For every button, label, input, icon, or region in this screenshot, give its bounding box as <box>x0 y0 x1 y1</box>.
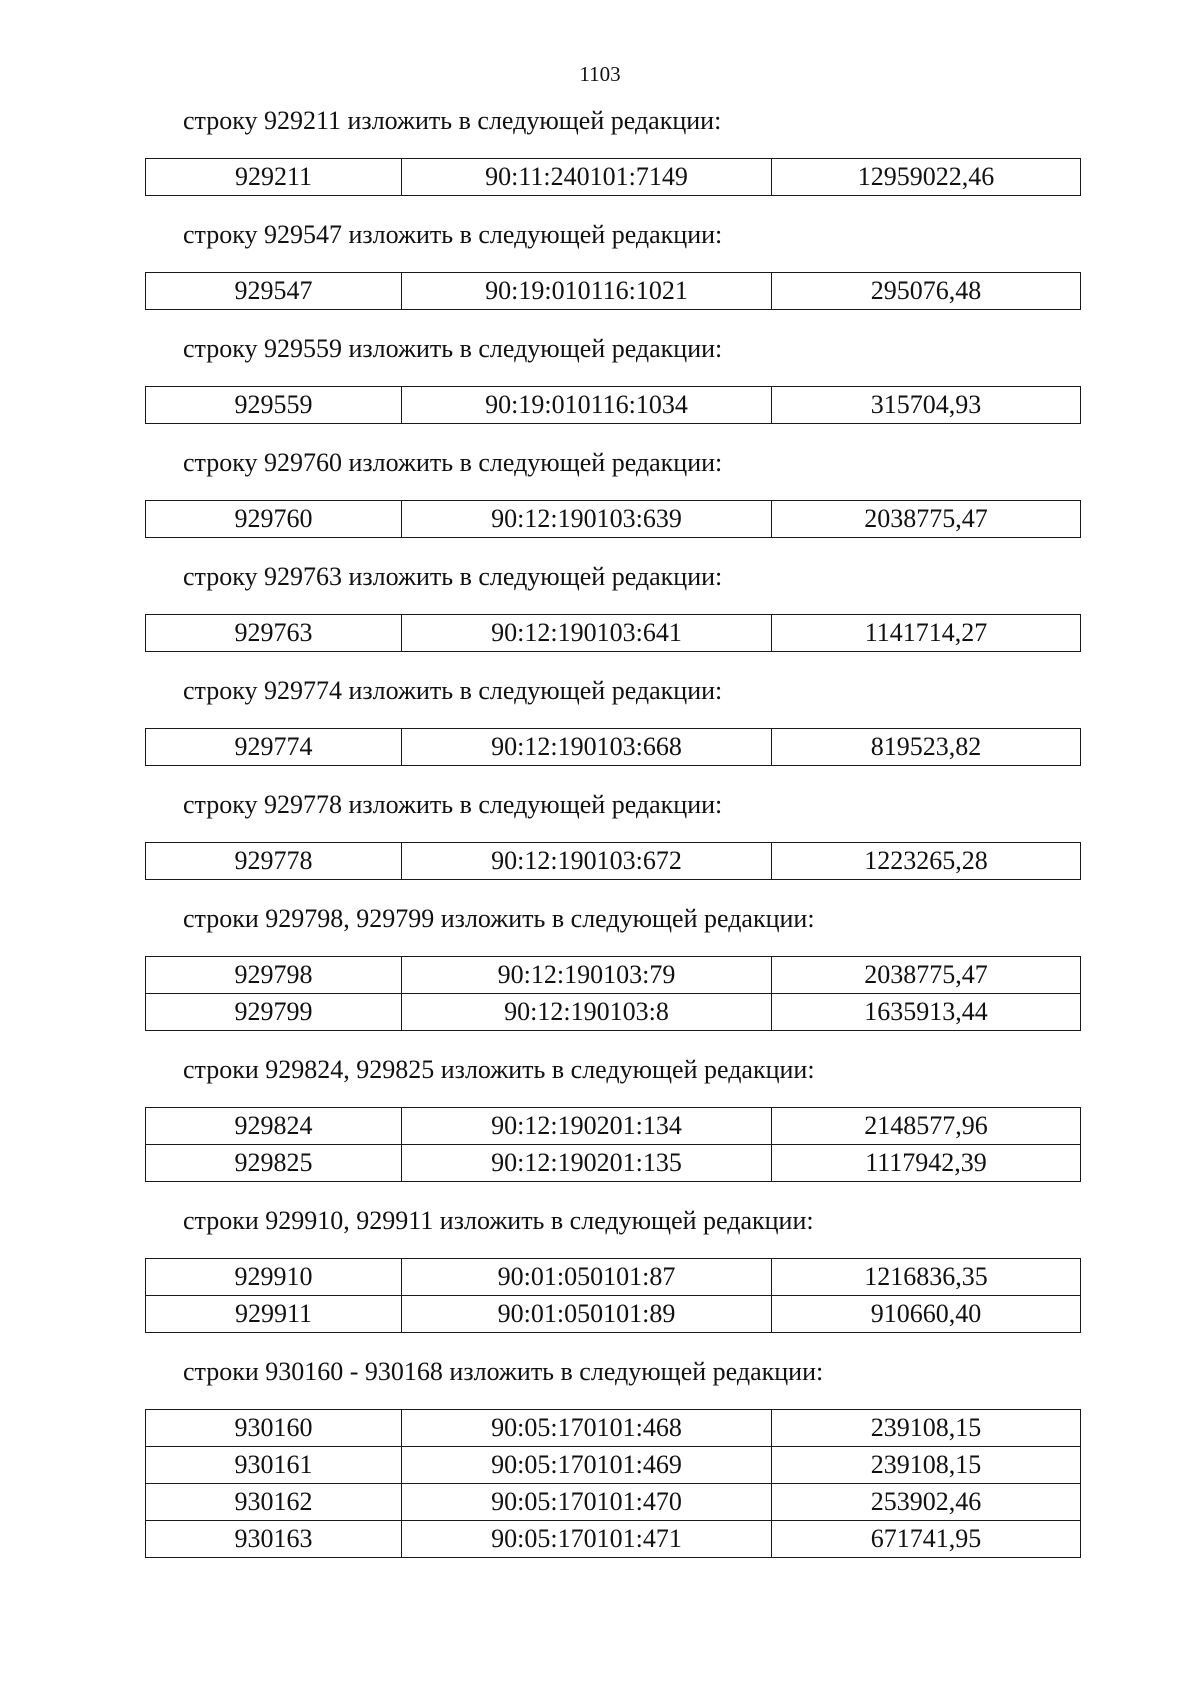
amendment-table <box>145 956 1081 1031</box>
table-row <box>146 273 1081 310</box>
row-number-cell: 929763 <box>146 615 402 652</box>
cadastral-number-cell: 90:19:010116:1021 <box>402 273 772 310</box>
amendment-table <box>145 500 1081 538</box>
value-cell: 239108,15 <box>772 1447 1081 1484</box>
section-caption: строку 929763 изложить в следующей редакции: <box>183 562 723 591</box>
table-row <box>146 1484 1081 1521</box>
value-cell: 295076,48 <box>772 273 1081 310</box>
value-cell: 910660,40 <box>772 1296 1081 1333</box>
table-row <box>146 1108 1081 1145</box>
value-cell: 1223265,28 <box>772 843 1081 880</box>
cadastral-number-cell: 90:05:170101:468 <box>402 1410 772 1447</box>
row-number-cell: 929559 <box>146 387 402 424</box>
cadastral-number-cell: 90:12:190103:641 <box>402 615 772 652</box>
table-row <box>146 729 1081 766</box>
cadastral-number-cell: 90:12:190103:8 <box>402 994 772 1031</box>
row-number-cell: 930162 <box>146 1484 402 1521</box>
section-caption: строки 929910, 929911 изложить в следующей редакции: <box>183 1206 814 1235</box>
table-row <box>146 501 1081 538</box>
value-cell: 253902,46 <box>772 1484 1081 1521</box>
value-cell: 671741,95 <box>772 1521 1081 1558</box>
amendment-table <box>145 842 1081 880</box>
table-row <box>146 159 1081 196</box>
table-row <box>146 994 1081 1031</box>
amendment-table <box>145 272 1081 310</box>
value-cell: 2038775,47 <box>772 957 1081 994</box>
cadastral-number-cell: 90:19:010116:1034 <box>402 387 772 424</box>
section-caption: строки 929824, 929825 изложить в следующей редакции: <box>183 1055 815 1084</box>
cadastral-number-cell: 90:05:170101:471 <box>402 1521 772 1558</box>
value-cell: 1141714,27 <box>772 615 1081 652</box>
value-cell: 239108,15 <box>772 1410 1081 1447</box>
value-cell: 819523,82 <box>772 729 1081 766</box>
amendment-table <box>145 1107 1081 1182</box>
table-row <box>146 615 1081 652</box>
table-row <box>146 843 1081 880</box>
table-row <box>146 1410 1081 1447</box>
row-number-cell: 930160 <box>146 1410 402 1447</box>
value-cell: 12959022,46 <box>772 159 1081 196</box>
section-caption: строку 929559 изложить в следующей редакции: <box>183 334 723 363</box>
value-cell: 1635913,44 <box>772 994 1081 1031</box>
row-number-cell: 929211 <box>146 159 402 196</box>
table-row <box>146 1259 1081 1296</box>
table-row <box>146 1145 1081 1182</box>
row-number-cell: 929911 <box>146 1296 402 1333</box>
amendment-sections <box>145 104 1080 1580</box>
cadastral-number-cell: 90:01:050101:89 <box>402 1296 772 1333</box>
cadastral-number-cell: 90:05:170101:469 <box>402 1447 772 1484</box>
cadastral-number-cell: 90:11:240101:7149 <box>402 159 772 196</box>
table-row <box>146 387 1081 424</box>
section-caption: строку 929774 изложить в следующей редакции: <box>183 676 723 705</box>
section-caption: строки 929798, 929799 изложить в следующей редакции: <box>183 904 815 933</box>
table-row <box>146 1296 1081 1333</box>
section-caption: строку 929778 изложить в следующей редакции: <box>183 790 723 819</box>
row-number-cell: 930163 <box>146 1521 402 1558</box>
amendment-table <box>145 1409 1081 1558</box>
amendment-table <box>145 614 1081 652</box>
value-cell: 1216836,35 <box>772 1259 1081 1296</box>
amendment-table <box>145 158 1081 196</box>
cadastral-number-cell: 90:12:190201:134 <box>402 1108 772 1145</box>
amendment-table <box>145 728 1081 766</box>
cadastral-number-cell: 90:01:050101:87 <box>402 1259 772 1296</box>
cadastral-number-cell: 90:12:190201:135 <box>402 1145 772 1182</box>
value-cell: 2038775,47 <box>772 501 1081 538</box>
table-row <box>146 1447 1081 1484</box>
section-caption: строку 929211 изложить в следующей редакции: <box>183 106 722 135</box>
table-row <box>146 957 1081 994</box>
row-number-cell: 929824 <box>146 1108 402 1145</box>
amendment-table <box>145 1258 1081 1333</box>
table-row <box>146 1521 1081 1558</box>
page-number: 1103 <box>579 62 621 86</box>
row-number-cell: 929778 <box>146 843 402 880</box>
cadastral-number-cell: 90:12:190103:672 <box>402 843 772 880</box>
row-number-cell: 929774 <box>146 729 402 766</box>
cadastral-number-cell: 90:12:190103:639 <box>402 501 772 538</box>
cadastral-number-cell: 90:12:190103:79 <box>402 957 772 994</box>
row-number-cell: 929799 <box>146 994 402 1031</box>
cadastral-number-cell: 90:05:170101:470 <box>402 1484 772 1521</box>
value-cell: 2148577,96 <box>772 1108 1081 1145</box>
row-number-cell: 929760 <box>146 501 402 538</box>
section-caption: строку 929760 изложить в следующей редакции: <box>183 448 723 477</box>
value-cell: 1117942,39 <box>772 1145 1081 1182</box>
row-number-cell: 929825 <box>146 1145 402 1182</box>
section-caption: строку 929547 изложить в следующей редакции: <box>183 220 723 249</box>
row-number-cell: 929798 <box>146 957 402 994</box>
amendment-table <box>145 386 1081 424</box>
row-number-cell: 929910 <box>146 1259 402 1296</box>
cadastral-number-cell: 90:12:190103:668 <box>402 729 772 766</box>
row-number-cell: 930161 <box>146 1447 402 1484</box>
value-cell: 315704,93 <box>772 387 1081 424</box>
row-number-cell: 929547 <box>146 273 402 310</box>
section-caption: строки 930160 - 930168 изложить в следующей редакции: <box>183 1357 824 1386</box>
